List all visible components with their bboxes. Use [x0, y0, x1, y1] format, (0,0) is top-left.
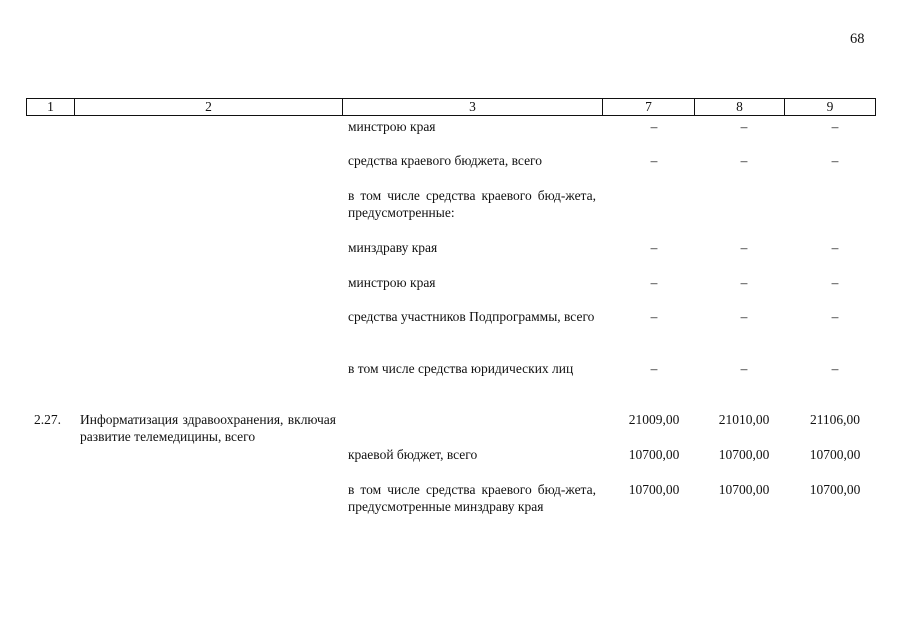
header-col-8: 8 — [695, 99, 785, 115]
page-number: 68 — [850, 31, 865, 47]
row-value-col8: – — [740, 361, 748, 376]
row-value-col7: – — [650, 275, 658, 290]
item-number: 2.27. — [34, 412, 61, 427]
header-col-7: 7 — [603, 99, 695, 115]
item-total-col8: 21010,00 — [718, 412, 770, 427]
row-value-col7: – — [650, 240, 658, 255]
row-description: минстрою края — [348, 119, 436, 134]
row-description: средства участников Подпрограммы, всего — [348, 309, 595, 324]
row-value-col8: – — [740, 153, 748, 168]
header-col-1: 1 — [27, 99, 75, 115]
row-value-col7: – — [650, 153, 658, 168]
row-description: минздраву края — [348, 240, 438, 255]
item-name: Информатизация здравоохранения, включая развитие телемедицины, всего — [80, 412, 336, 444]
header-col-2: 2 — [75, 99, 343, 115]
row-description: средства краевого бюджета, всего — [348, 153, 543, 168]
row-value-col9: – — [831, 361, 839, 376]
row-value-col8: – — [740, 309, 748, 324]
row-description: минстрою края — [348, 275, 436, 290]
row-value-col7: – — [650, 309, 658, 324]
row-value-col9: – — [831, 309, 839, 324]
row-value-col7: 10700,00 — [628, 482, 680, 497]
row-value-col8: 10700,00 — [718, 482, 770, 497]
row-value-col7: 10700,00 — [628, 447, 680, 462]
row-value-col9: 10700,00 — [809, 447, 861, 462]
row-description: в том числе средства краевого бюд-жета, предусмотренные: — [348, 188, 596, 220]
header-col-3: 3 — [343, 99, 603, 115]
row-value-col9: – — [831, 153, 839, 168]
row-value-col8: – — [740, 119, 748, 134]
row-value-col8: – — [740, 275, 748, 290]
header-col-9: 9 — [826, 99, 834, 114]
row-value-col8: – — [740, 240, 748, 255]
row-description: краевой бюджет, всего — [348, 447, 478, 462]
row-value-col7: – — [650, 119, 658, 134]
row-value-col9: – — [831, 240, 839, 255]
item-total-col7: 21009,00 — [628, 412, 680, 427]
row-value-col8: 10700,00 — [718, 447, 770, 462]
row-description: в том числе средства юридических лиц — [348, 361, 574, 376]
row-description: в том числе средства краевого бюд-жета, предусмотренные минздраву края — [348, 482, 596, 514]
row-value-col9: 10700,00 — [809, 482, 861, 497]
row-value-col7: – — [650, 361, 658, 376]
row-value-col9: – — [831, 119, 839, 134]
item-total-col9: 21106,00 — [809, 412, 861, 427]
row-value-col9: – — [831, 275, 839, 290]
table-header — [26, 98, 876, 116]
